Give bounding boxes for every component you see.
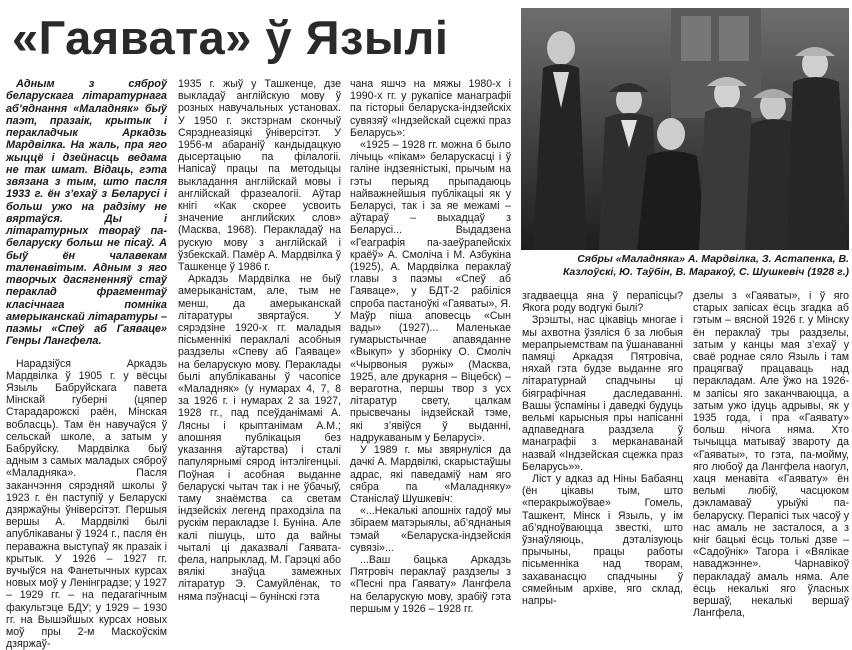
- body-paragraph: У 1989 г. мы звярнуліся да дачкі А. Мардвілкі, скарыстаўшы адрас, які паведаміў нам яго сябра па «Маладняку» Станіслаў Шушкевіч:: [350, 444, 511, 505]
- article-title: «Гаявата» ў Язылі: [12, 8, 512, 68]
- body-paragraph: чана яшчэ на мяжы 1980-х і 1990-х гг. у рукапісе манаграфіі па гісторыі беларуска-індзейскіх сувязяў «Індзейскай сцежкі праз Беларусь»:: [350, 78, 511, 139]
- group-photo: [521, 8, 849, 250]
- text-column-1: [6, 78, 167, 584]
- body-paragraph: дзелы з «Гаяваты», і ў яго старых запісах ёсць згадка аб гэтым – вясной 1926 г. у Мінску ён пераклаў тры раздзелы, затым у канцы мая з’ехаў у сваё роднае сяло Языль і там працягваў працаваць над перакладам. Але ўжо на 1926-м запісы яго заканчваюцца, а затым ужо ідуць адрывы, як у 1935 года, і пра «Гаявату» больш нічога няма. Хто тычыцца матываў звароту да «Гаяваты», то гэта, па-мойму, яго любоў да Лангфела наогул, хаця менавіта «Гаявату» ён вельмі любіў, часцюком дэкламаваў урыўкі па-беларуску. Перапісі тых часоў у нас амаль не засталося, а з кніг бацькі ёсць толькі дзве – «Садоўнік» Тагора і «Вялікае наваджэнне». Чарнавікоў перакладаў амаль няма. Але ёсць некалькі яго ўласных вершаў, некалькі вершаў Лангфела,: [693, 290, 849, 619]
- text-column-4: [522, 290, 683, 584]
- group-photo-image: [521, 8, 849, 250]
- article-lead: Адным з сяброў беларускага літаратурнага аб’яднання «Маладняк» быў паэт, празаік, крытык і перакладчык Аркадзь Мардвілка. На жаль, пра яго жыццё і дзейнасць ведама не так шмат. Відаць, гэта звязана з тым, што пасля 1933 г. ён з’ехаў з Беларусі і больш ужо на радзіму не вяртаўся. Ды і літаратурных твораў па-беларуску больш не пісаў. А быў ён чалавекам таленавітым. Адным з яго творчых дасягненняў стаў пераклад фрагментаў класічнага помніка амерыканскай літаратуры – паэмы «Спеў аб Гаяваце» Генры Лангфела.: [6, 78, 167, 348]
- body-paragraph: Аркадзь Мардвілка не быў амерыканістам, але, тым не менш, да амерыканскай літаратуры звяртаўся. У сярэдзіне 1920-х гг. маладыя пісьменнікі пераклалі асобныя раздзелы «Спеву аб Гаяваце» на беларускую мову. Пераклады былі апублікаваны ў часопісе «Маладняк» (у нумарах 4, 7, 8 за 1926 г. і нумарах 2 за 1927, 1928 гг., пад псеўданімамі А. Лясны і крыптанімам А.М.; апошняя публікацыя без указання аўтарства) і сталі папулярнымі сярод інтэлігенцыі. Поўная і асобная выданне беларускі чытач так і не ўбачыў, таму знаёмства са светам індзейскіх легенд праходзіла па рускім перакладзе І. Буніна. Але калі пішуць, што да вайны чыталі ці даказвалі Гаявата-фела, напрыклад, М. Гарэцкі або вялікі знаўца замежных літаратур Э. Самуйлёнак, то няма пэўнасці – бунінскі гэта: [178, 273, 341, 602]
- quote-paragraph: ...Ваш бацька Аркадзь Пятровіч пераклаў раздзелы з «Песні пра Гаявату» Лангфела на беларускую мову, зрабіў гэта першым у 1926 – 1928 гг.: [350, 554, 511, 615]
- photo-caption: Сябры «Маладняка» А. Мардвілка, З. Астапенка, В. Казлоўскі, Ю. Таўбін, В. Маракоў, С. Шушкевіч (1928 г.): [522, 253, 849, 287]
- body-paragraph: Нарадзіўся Аркадзь Мардвілка ў 1905 г. у вёсцы Языль Бабруйскага павета Мінскай губерні (цяпер Старадарожскі раён, Мінская вобласць). Там ён навучаўся ў сельскай школе, а затым у Бабруйску. Мардвілка быў адным з самых маладых сяброў «Маладняка». Пасля заканчэння сярэдняй школы ў 1923 г. ён паступіў у Беларускі дзяржаўны ўніверсітэт. Першыя вершы А. Мардвілкі былі апублікаваны ў 1924 г., пасля ён пераважна выступаў як празаік і крытык. У 1926 – 1927 гг. вучыўся на Фанетычных курсах новых моў у Ленінградзе; у 1927 – 1929 гг. – на педагагічным факультэце БДУ; у 1929 – 1930 гг. на Вышэйшых курсах новых моў пры 2-м Маскоўскім дзяржаў-: [6, 358, 167, 650]
- text-column-2: [178, 78, 341, 584]
- quote-paragraph: «1925 – 1928 гг. можна б было лічыць «пікам» беларускасці і ў галіне індзеяністыкі, прычым на гэты перыяд прыпадаюць найважнейшыя публікацыі як у Беларусі, так і за яе межамі – аўтараў – выхадцаў з Беларусі... Выдадзена «Геаграфія па-заеўрапейскіх краёў» А. Смоліча і М. Азбукіна (1925), А. Мардвілка пераклаў главы з паэмы «Спеў аб Гаяваце», у БДТ-2 рабіліся спроба пастаноўкі «Гаяваты», Я. Маўр піша аповесць «Сын вады» (1927)... Маленькае гумарыстычнае апавяданне «Выкуп» у зборніку О. Смоліч «Чырвоныя ружы» (Масква, 1925, але друкарня – Віцебск) – вераготна, першы твор з усх літаратур свету, цалкам прысвечаны індзейскай тэме, які з’явіўся ў выданні, надрукаваным у Беларусі».: [350, 139, 511, 444]
- body-paragraph: Ліст у адказ ад Ніны Бабаянц (ён цікавы тым, што «перакрыжоўвае» Гомель, Ташкент, Мінск і Языль, у ім аб’ядноўваюцца звесткі, што ўзнаўляюць, дэталізуюць прычыны, працы работы пісьменніка над творам, захаванасцю спадчыны ў сямейным архіве, яго склад, напры-: [522, 473, 683, 607]
- quote-paragraph: «...Некалькі апошніх гадоў мы збіраем матэрыялы, аб’яднаныя тэмай «Беларуска-індзейскія сувязі»...: [350, 505, 511, 554]
- body-paragraph: згадваецца яна ў перапісцы? Якога роду водгукі былі?: [522, 290, 683, 314]
- text-column-3: [350, 78, 511, 584]
- body-paragraph: Зрэшты, нас цікавіць многае і мы ахвотна ўзяліся б за любыя мерапрыемствам па ўшанаванні памяці Аркадзя Пятровіча, няхай гэта будзе выданне яго літаратурнай спадчыны ці біяграфічная даследаванні. Вашы ўспаміны і даведкі будуць вельмі карысныя пры напісанні адпаведнага раздзела ў манаграфіі з мерканаванай назвай «Індзейская сцежка праз Беларусь»».: [522, 314, 683, 473]
- body-paragraph: 1935 г. жыў у Ташкенце, дзе выкладаў англійскую мову ў розных навучальных установах. У 1950 г. экстэрнам скончыў Сярэднеазіяцкі ўніверсітэт. У 1956-м абараніў кандыдацкую дысертацыю па філалогіі. Напісаў працы па методыцы выкладання англійскай мовы і англійскай фразеалогіі. Аўтар кнігі «Как скорее усвоить значение английских слов» (Масква, 1968). Перакладаў на рускую мову з англійскай і ўзбекскай. Памёр А. Мардвілка ў Ташкенце ў 1986 г.: [178, 78, 341, 273]
- text-column-5: [693, 290, 849, 584]
